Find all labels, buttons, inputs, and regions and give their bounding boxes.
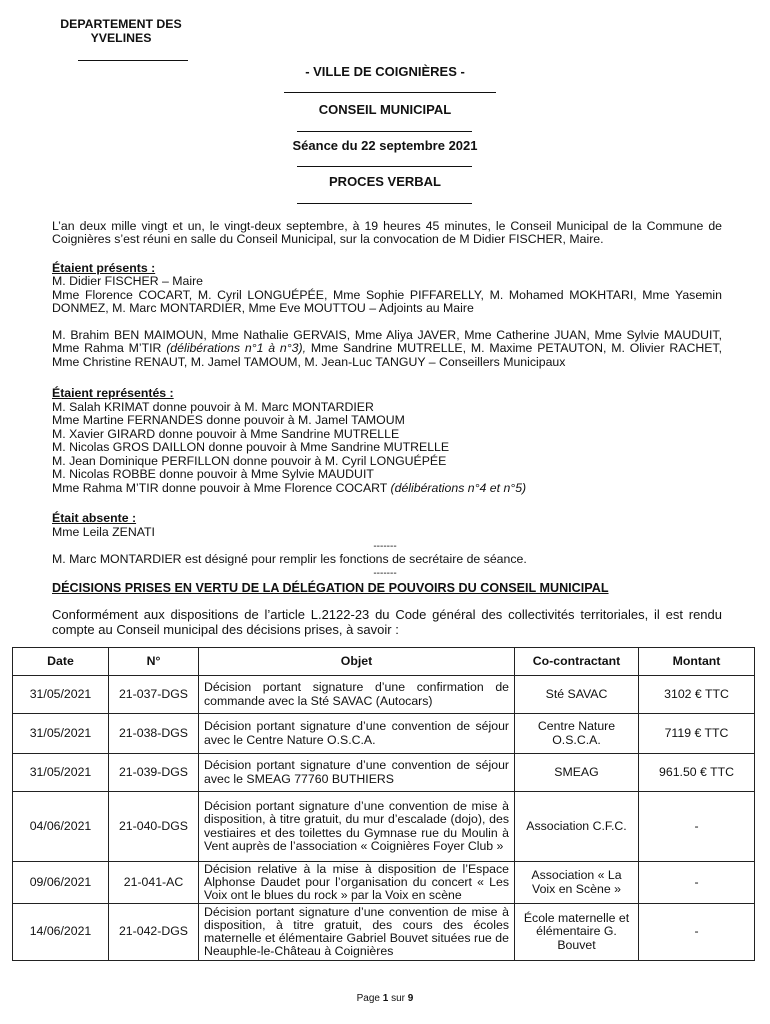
represented-heading <box>52 387 722 400</box>
represented-line: M. Salah KRIMAT donne pouvoir à M. Marc MONTARDIER <box>52 400 374 414</box>
cell-object: Décision portant signature d’une confirmation de commande avec la Sté SAVAC (Autocars) <box>199 676 515 714</box>
table-row <box>13 754 755 792</box>
table-row <box>13 862 755 904</box>
footer-current-page: 1 <box>382 993 389 1004</box>
represented-line: M. Nicolas GROS DAILLON donne pouvoir à Mme Sandrine MUTRELLE <box>52 440 450 454</box>
council-rule <box>297 131 472 132</box>
footer-total-pages: 9 <box>407 993 414 1004</box>
represented-line: M. Xavier GIRARD donne pouvoir à Mme Sandrine MUTRELLE <box>52 427 400 441</box>
cell-contractor: École maternelle et élémentaire G. Bouvet <box>515 904 639 961</box>
section-title: DÉCISIONS PRISES EN VERTU DE LA DÉLÉGATION DE POUVOIRS DU CONSEIL MUNICIPAL <box>52 581 609 595</box>
represented-last-text: Mme Rahma M’TIR donne pouvoir à Mme Florence COCART <box>52 481 391 495</box>
cell-contractor: Centre Nature O.S.C.A. <box>515 714 639 754</box>
document-type: PROCES VERBAL <box>329 174 441 189</box>
cell-contractor: SMEAG <box>515 754 639 792</box>
cell-number: 21-039-DGS <box>109 754 199 792</box>
session-rule <box>297 166 472 167</box>
cell-date: 31/05/2021 <box>13 714 109 754</box>
cell-amount: 3102 € TTC <box>639 676 755 714</box>
header-number: N° <box>109 648 199 676</box>
cell-date: 31/05/2021 <box>13 676 109 714</box>
absent-heading-label: Était absente : <box>52 511 137 525</box>
represented-line: M. Nicolas ROBBE donne pouvoir à Mme Sylvie MAUDUIT <box>52 467 374 481</box>
table-row <box>13 714 755 754</box>
represented-line: M. Jean Dominique PERFILLON donne pouvoir à M. Cyril LONGUÉPÉE <box>52 454 447 468</box>
cell-amount: - <box>639 904 755 961</box>
represented-line: Mme Martine FERNANDES donne pouvoir à M. Jamel TAMOUM <box>52 413 405 427</box>
represented-heading-label: Étaient représentés : <box>52 386 174 400</box>
cell-date: 31/05/2021 <box>13 754 109 792</box>
table-row <box>13 792 755 862</box>
page-footer <box>0 992 770 1005</box>
session-date: Séance du 22 septembre 2021 <box>292 138 478 153</box>
cell-number: 21-038-DGS <box>109 714 199 754</box>
cell-number: 21-042-DGS <box>109 904 199 961</box>
cell-object: Décision portant signature d’une convention de séjour avec le SMEAG 77760 BUTHIERS <box>199 754 515 792</box>
cell-date: 04/06/2021 <box>13 792 109 862</box>
separator: ------- <box>373 541 397 552</box>
present-mayor: M. Didier FISCHER – Maire <box>52 274 204 288</box>
councillors-part-b: Mme Sandrine MUTRELLE, M. Maxime PETAUTON, M. Olivier RACHET, Mme Christine RENAUT, M. Jamel TAMOUM, M. Jean-Luc TANGUY – Conseillers Municipaux <box>52 341 722 369</box>
cell-amount: 7119 € TTC <box>639 714 755 754</box>
header-object: Objet <box>199 648 515 676</box>
councillors-note: (délibérations n°1 à n°3), <box>166 341 307 356</box>
header-date: Date <box>13 648 109 676</box>
present-heading-label: Étaient présents : <box>52 261 156 275</box>
table-row <box>13 676 755 714</box>
department-name: DEPARTEMENT DES YVELINES <box>60 17 182 45</box>
table-header-row <box>13 648 755 676</box>
cell-contractor: Association C.F.C. <box>515 792 639 862</box>
table-row <box>13 904 755 961</box>
councillors-part-a: M. Brahim BEN MAIMOUN, Mme Nathalie GERVAIS, Mme Aliya JAVER, Mme Catherine JUAN, Mme Sylvie MAUDUIT, Mme Rahma M’TIR <box>52 328 722 356</box>
footer-middle: sur <box>388 993 408 1004</box>
cell-date: 09/06/2021 <box>13 862 109 904</box>
cell-contractor: Association « La Voix en Scène » <box>515 862 639 904</box>
cell-amount: - <box>639 862 755 904</box>
cell-amount: 961.50 € TTC <box>639 754 755 792</box>
header-amount: Montant <box>639 648 755 676</box>
cell-number: 21-041-AC <box>109 862 199 904</box>
section-intro: Conformément aux dispositions de l’article L.2122-23 du Code général des collectivités territoriales, il est rendu compte au Conseil municipal des décisions prises, à savoir : <box>52 607 722 637</box>
secretary-line: M. Marc MONTARDIER est désigné pour remplir les fonctions de secrétaire de séance. <box>52 552 527 566</box>
intro-paragraph: L’an deux mille vingt et un, le vingt-deux septembre, à 19 heures 45 minutes, le Conseil Municipal de la Commune de Coignières s’est réuni en salle du Conseil Municipal, sur la convocation de M Didier FISCHER, Maire. <box>52 219 722 247</box>
document-type-rule <box>297 203 472 204</box>
cell-object: Décision portant signature d’une convention de mise à disposition, à titre gratuit, des cours des écoles maternelle et élémentaire Gabriel Bouvet situées rue de Neauphle-le-Château à Coignières <box>199 904 515 961</box>
footer-prefix: Page <box>356 993 383 1004</box>
cell-object: Décision relative à la mise à disposition de l’Espace Alphonse Daudet pour l’organisation du concert « Les Voix ont le blues du rock » par la Voix en scène <box>199 862 515 904</box>
department-rule <box>78 60 188 61</box>
absent-name: Mme Leila ZENATI <box>52 525 155 539</box>
cell-amount: - <box>639 792 755 862</box>
city-title: - VILLE DE COIGNIÈRES - <box>305 64 465 79</box>
present-councillors <box>52 329 722 369</box>
header-contractor: Co-contractant <box>515 648 639 676</box>
separator: ------- <box>373 568 397 579</box>
cell-contractor: Sté SAVAC <box>515 676 639 714</box>
council-title: CONSEIL MUNICIPAL <box>318 102 452 117</box>
represented-last-note: (délibérations n°4 et n°5) <box>390 481 527 495</box>
cell-object: Décision portant signature d’une convention de mise à disposition, à titre gratuit, du mur d’escalade (dojo), des vestiaires et des toilettes du Gymnase rue du Moulin à Vent auprès de l’association « Coignières Foyer Club » <box>199 792 515 862</box>
absent-heading <box>52 512 722 525</box>
cell-date: 14/06/2021 <box>13 904 109 961</box>
decisions-table <box>12 647 755 961</box>
present-adjoints: Mme Florence COCART, M. Cyril LONGUÉPÉE, Mme Sophie PIFFARELLY, M. Mohamed MOKHTARI, Mme Yasemin DONMEZ, M. Marc MONTARDIER, Mme Eve MOUTTOU – Adjoints au Maire <box>52 288 722 316</box>
cell-number: 21-037-DGS <box>109 676 199 714</box>
city-rule <box>284 92 496 93</box>
represented-line-last <box>52 482 722 495</box>
cell-number: 21-040-DGS <box>109 792 199 862</box>
cell-object: Décision portant signature d’une convention de séjour avec le Centre Nature O.S.C.A. <box>199 714 515 754</box>
